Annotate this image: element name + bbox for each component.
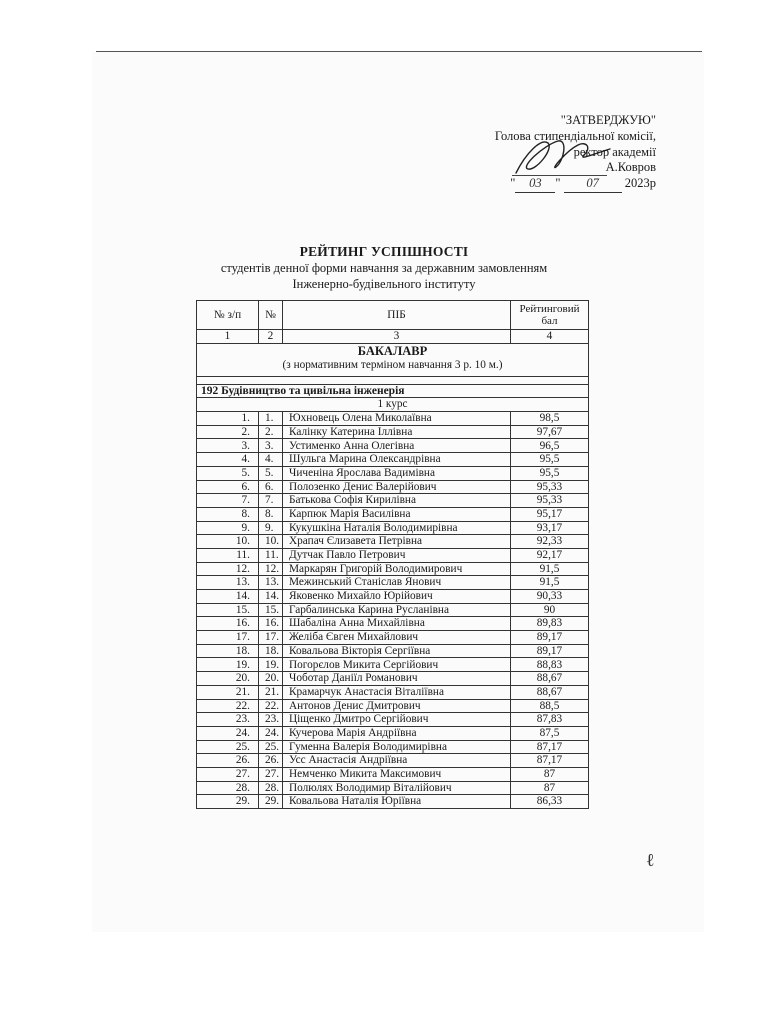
student-name: Желіба Євген Михайлович	[283, 631, 511, 645]
row-seq-number: 5.	[197, 466, 259, 480]
rating-score: 90	[511, 603, 589, 617]
student-name: Карпюк Марія Василівна	[283, 507, 511, 521]
row-number: 3.	[259, 439, 283, 453]
table-row	[197, 590, 589, 604]
table-row	[197, 767, 589, 781]
table-row	[197, 425, 589, 439]
row-number: 6.	[259, 480, 283, 494]
table-row	[197, 439, 589, 453]
row-seq-number: 21.	[197, 685, 259, 699]
row-number: 9.	[259, 521, 283, 535]
row-seq-number: 18.	[197, 644, 259, 658]
rating-score: 95,17	[511, 507, 589, 521]
row-seq-number: 9.	[197, 521, 259, 535]
row-seq-number: 20.	[197, 672, 259, 686]
row-seq-number: 10.	[197, 535, 259, 549]
row-seq-number: 12.	[197, 562, 259, 576]
date-day: 03	[515, 176, 555, 193]
row-number: 27.	[259, 767, 283, 781]
student-name: Юхновець Олена Миколаївна	[283, 412, 511, 426]
rating-score: 87,5	[511, 726, 589, 740]
student-name: Кучерова Марія Андріївна	[283, 726, 511, 740]
row-seq-number: 6.	[197, 480, 259, 494]
row-number: 17.	[259, 631, 283, 645]
student-name: Устименко Анна Олегівна	[283, 439, 511, 453]
student-name: Погорєлов Микита Сергійович	[283, 658, 511, 672]
student-name: Усс Анастасія Андріївна	[283, 754, 511, 768]
row-seq-number: 28.	[197, 781, 259, 795]
table-row	[197, 781, 589, 795]
row-seq-number: 4.	[197, 453, 259, 467]
table-row	[197, 795, 589, 809]
row-number: 20.	[259, 672, 283, 686]
column-number-row	[197, 330, 589, 344]
degree-level-title: БАКАЛАВР	[357, 343, 428, 358]
table-row	[197, 754, 589, 768]
row-seq-number: 15.	[197, 603, 259, 617]
rating-score: 96,5	[511, 439, 589, 453]
rating-score: 88,67	[511, 672, 589, 686]
student-name: Гарбалинська Карина Русланівна	[283, 603, 511, 617]
row-seq-number: 22.	[197, 699, 259, 713]
table-row	[197, 466, 589, 480]
rating-score: 98,5	[511, 412, 589, 426]
institute-name: Інженерно-будівельного інституту	[292, 277, 476, 291]
row-seq-number: 16.	[197, 617, 259, 631]
table-row	[197, 658, 589, 672]
row-number: 22.	[259, 699, 283, 713]
row-seq-number: 2.	[197, 425, 259, 439]
row-number: 13.	[259, 576, 283, 590]
rating-score: 86,33	[511, 795, 589, 809]
row-number: 19.	[259, 658, 283, 672]
student-name: Полозенко Денис Валерійович	[283, 480, 511, 494]
row-number: 25.	[259, 740, 283, 754]
table-row	[197, 548, 589, 562]
rating-score: 92,17	[511, 548, 589, 562]
table-row	[197, 685, 589, 699]
rating-score: 95,5	[511, 466, 589, 480]
student-name: Гуменна Валерія Володимирівна	[283, 740, 511, 754]
table-row	[197, 412, 589, 426]
row-seq-number: 8.	[197, 507, 259, 521]
table-row	[197, 726, 589, 740]
rating-score: 89,83	[511, 617, 589, 631]
student-name: Ціщенко Дмитро Сергійович	[283, 713, 511, 727]
student-name: Межинський Станіслав Янович	[283, 576, 511, 590]
student-name: Маркарян Григорій Володимирович	[283, 562, 511, 576]
student-name: Чиченіна Ярослава Вадимівна	[283, 466, 511, 480]
specialty-name: 192 Будівництво та цивільна інженерія	[197, 384, 589, 398]
row-number: 24.	[259, 726, 283, 740]
student-name: Дутчак Павло Петрович	[283, 548, 511, 562]
row-seq-number: 24.	[197, 726, 259, 740]
degree-level-duration: (з нормативним терміном навчання 3 р. 10 м.)	[282, 358, 503, 371]
approval-date	[510, 176, 656, 193]
column-number: 3	[283, 330, 511, 344]
rating-score: 89,17	[511, 631, 589, 645]
row-number: 7.	[259, 494, 283, 508]
approver-position: Голова стипендіальної комісії,	[494, 128, 656, 143]
approval-stamp-text: "ЗАТВЕРДЖУЮ"	[560, 113, 656, 127]
scan-mark: ℓ	[646, 850, 655, 870]
row-number: 1.	[259, 412, 283, 426]
rating-score: 87,17	[511, 740, 589, 754]
rating-score: 97,67	[511, 425, 589, 439]
degree-level-row	[197, 343, 589, 376]
rating-score: 88,5	[511, 699, 589, 713]
date-quote-open: "	[510, 176, 516, 191]
row-seq-number: 26.	[197, 754, 259, 768]
header-number: №	[259, 301, 283, 330]
row-number: 23.	[259, 713, 283, 727]
course-label: 1 курс	[197, 398, 589, 412]
approval-block	[495, 113, 656, 193]
rating-score: 87,17	[511, 754, 589, 768]
header-rating-score: Рейтинговий бал	[511, 301, 589, 330]
page-top-edge	[96, 51, 702, 52]
row-number: 14.	[259, 590, 283, 604]
column-number: 4	[511, 330, 589, 344]
table-row	[197, 494, 589, 508]
row-number: 16.	[259, 617, 283, 631]
student-name: Ковальова Наталія Юріївна	[283, 795, 511, 809]
table-row	[197, 521, 589, 535]
row-number: 10.	[259, 535, 283, 549]
row-number: 15.	[259, 603, 283, 617]
row-number: 21.	[259, 685, 283, 699]
table-row	[197, 480, 589, 494]
table-row	[197, 507, 589, 521]
row-number: 11.	[259, 548, 283, 562]
rating-score: 88,83	[511, 658, 589, 672]
row-seq-number: 27.	[197, 767, 259, 781]
table-row	[197, 576, 589, 590]
rating-score: 93,17	[511, 521, 589, 535]
student-name: Чоботар Даніїл Романович	[283, 672, 511, 686]
row-number: 26.	[259, 754, 283, 768]
student-name: Ковальова Вікторія Сергіївна	[283, 644, 511, 658]
rating-score: 87	[511, 781, 589, 795]
document-title: РЕЙТИНГ УСПІШНОСТІ	[299, 244, 469, 259]
rating-score: 90,33	[511, 590, 589, 604]
row-seq-number: 3.	[197, 439, 259, 453]
row-number: 12.	[259, 562, 283, 576]
rating-score: 88,67	[511, 685, 589, 699]
row-seq-number: 11.	[197, 548, 259, 562]
student-name: Батькова Софія Кирилівна	[283, 494, 511, 508]
student-name: Немченко Микита Максимович	[283, 767, 511, 781]
header-seq-number: № з/п	[197, 301, 259, 330]
table-row	[197, 713, 589, 727]
approver-name: А.Ковров	[605, 160, 656, 175]
student-name: Полюлях Володимир Віталійович	[283, 781, 511, 795]
rating-score: 95,33	[511, 480, 589, 494]
row-seq-number: 7.	[197, 494, 259, 508]
table-row	[197, 672, 589, 686]
rating-table	[196, 300, 589, 809]
table-header-row	[197, 301, 589, 330]
row-number: 8.	[259, 507, 283, 521]
row-seq-number: 13.	[197, 576, 259, 590]
document-subtitle: студентів денної форми навчання за державним замовленням	[220, 261, 548, 275]
date-year: 2023р	[624, 176, 656, 191]
row-number: 28.	[259, 781, 283, 795]
row-number: 29.	[259, 795, 283, 809]
date-quote-close: "	[555, 176, 561, 191]
table-row	[197, 535, 589, 549]
table-row	[197, 453, 589, 467]
row-seq-number: 14.	[197, 590, 259, 604]
row-seq-number: 17.	[197, 631, 259, 645]
rating-score: 95,5	[511, 453, 589, 467]
row-number: 5.	[259, 466, 283, 480]
student-name: Антонов Денис Дмитрович	[283, 699, 511, 713]
student-name: Крамарчук Анастасія Віталіївна	[283, 685, 511, 699]
rating-score: 91,5	[511, 562, 589, 576]
table-row	[197, 631, 589, 645]
table-row	[197, 617, 589, 631]
row-seq-number: 25.	[197, 740, 259, 754]
rating-score: 89,17	[511, 644, 589, 658]
column-number: 2	[259, 330, 283, 344]
table-row	[197, 740, 589, 754]
approver-position-2: ректор академії	[573, 144, 656, 159]
row-number: 2.	[259, 425, 283, 439]
table-row	[197, 699, 589, 713]
row-seq-number: 23.	[197, 713, 259, 727]
header-full-name: ПІБ	[283, 301, 511, 330]
student-name: Шабаліна Анна Михайлівна	[283, 617, 511, 631]
row-number: 4.	[259, 453, 283, 467]
course-row	[197, 398, 589, 412]
row-number: 18.	[259, 644, 283, 658]
column-number: 1	[197, 330, 259, 344]
row-seq-number: 1.	[197, 412, 259, 426]
specialty-row	[197, 384, 589, 398]
row-seq-number: 29.	[197, 795, 259, 809]
student-name: Шульга Марина Олександрівна	[283, 453, 511, 467]
student-name: Храпач Єлизавета Петрівна	[283, 535, 511, 549]
table-row	[197, 644, 589, 658]
table-row	[197, 603, 589, 617]
rating-score: 95,33	[511, 494, 589, 508]
rating-score: 87	[511, 767, 589, 781]
student-name: Кукушкіна Наталія Володимирівна	[283, 521, 511, 535]
rating-score: 87,83	[511, 713, 589, 727]
table-row	[197, 562, 589, 576]
date-month: 07	[564, 176, 622, 193]
row-seq-number: 19.	[197, 658, 259, 672]
student-name: Яковенко Михайло Юрійович	[283, 590, 511, 604]
rating-score: 92,33	[511, 535, 589, 549]
rating-score: 91,5	[511, 576, 589, 590]
student-name: Калінку Катерина Іллівна	[283, 425, 511, 439]
spacer-row	[197, 376, 589, 384]
